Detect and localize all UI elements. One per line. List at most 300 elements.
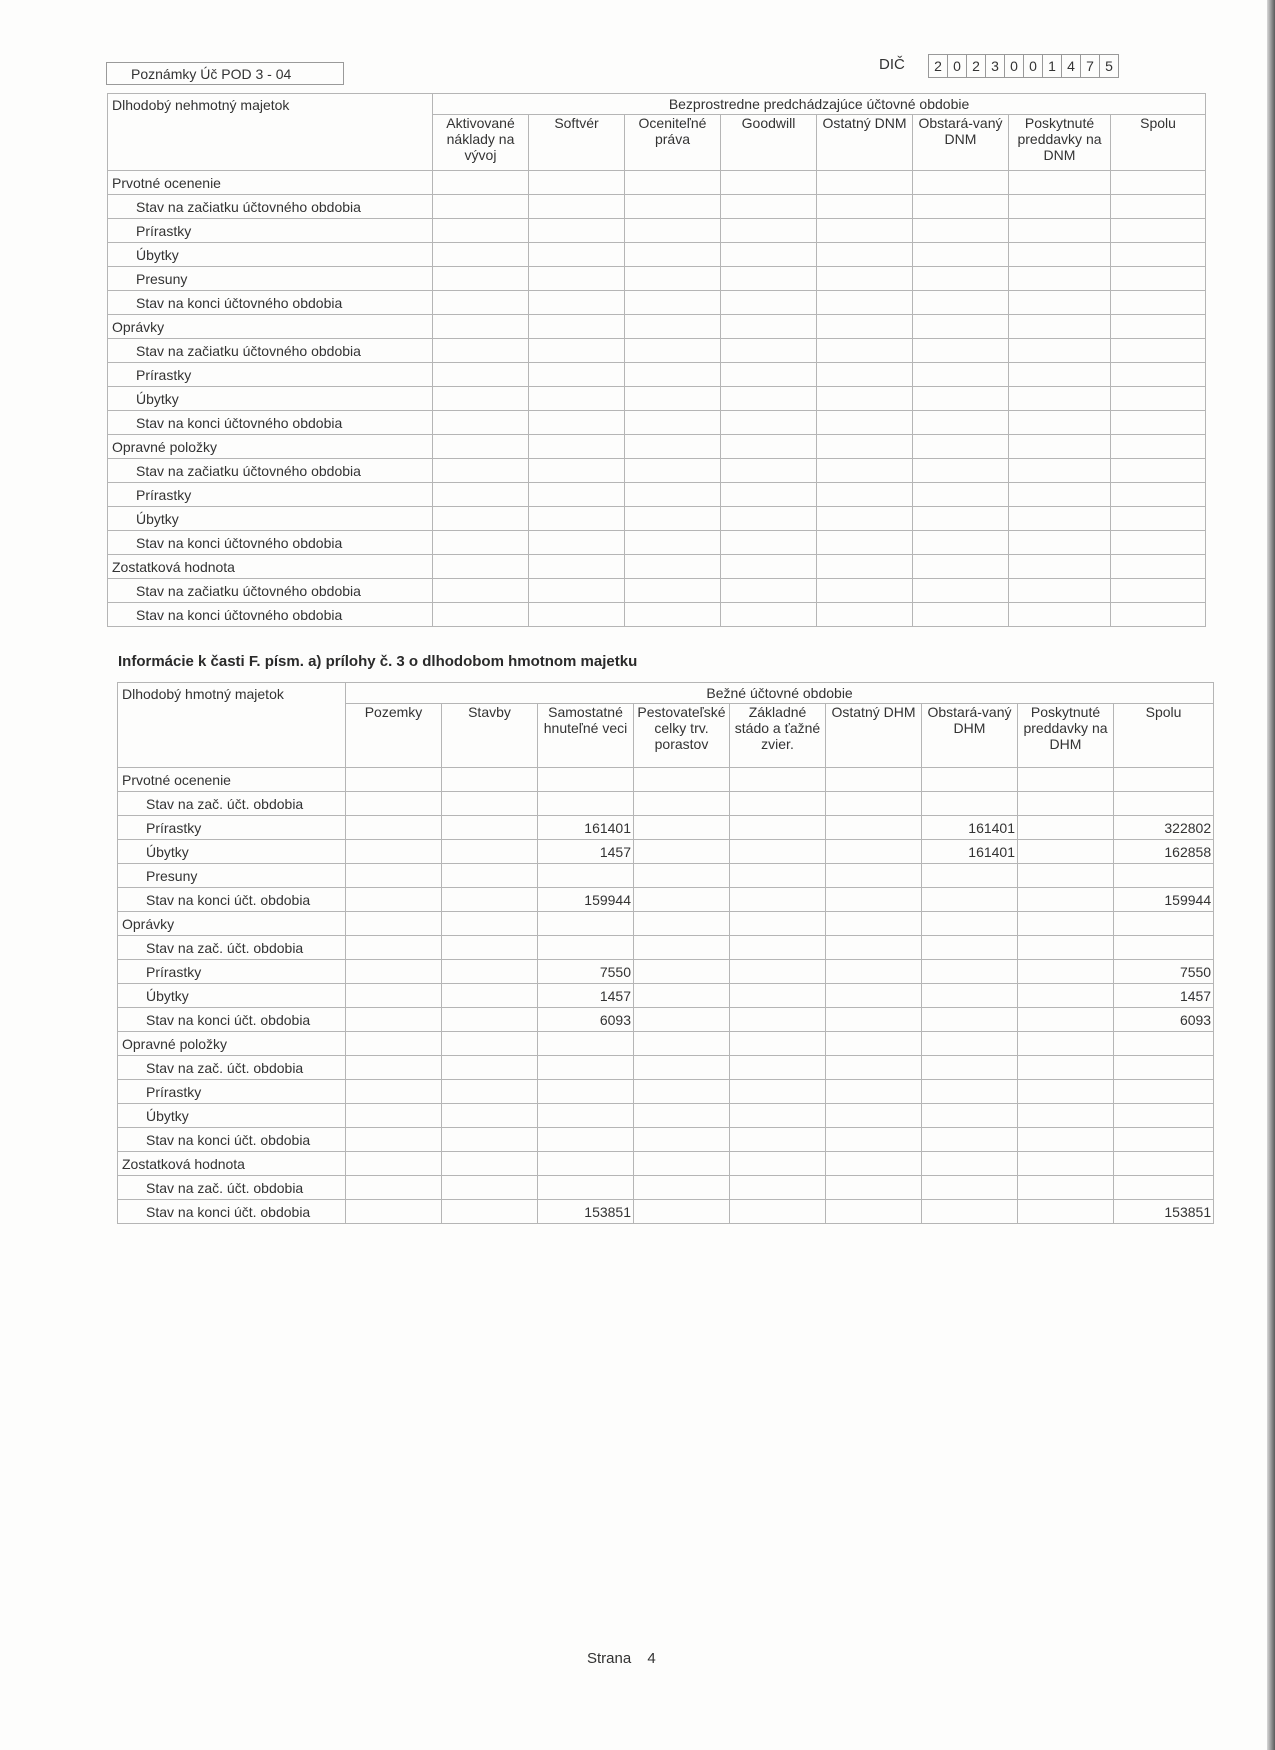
row-group-label: Opravné položky [118, 1032, 346, 1056]
table-row [108, 555, 1206, 579]
table-cell [1018, 792, 1114, 816]
table-cell: 153851 [538, 1200, 634, 1224]
table-cell [826, 1008, 922, 1032]
table-cell [529, 315, 625, 339]
row-group-label: Zostatková hodnota [108, 555, 433, 579]
table-cell [817, 507, 913, 531]
table-cell [529, 531, 625, 555]
table-cell [721, 507, 817, 531]
tangible-section-title: Informácie k časti F. písm. a) prílohy č. 3 o dlhodobom hmotnom majetku [118, 653, 638, 670]
table-cell: 161401 [538, 816, 634, 840]
table-cell [913, 315, 1009, 339]
table-cell: 322802 [1114, 816, 1214, 840]
table-cell [922, 960, 1018, 984]
table-cell [625, 579, 721, 603]
row-label: Stav na konci účtovného obdobia [108, 291, 433, 315]
tangible-col-header: Obstará-vaný DHM [922, 704, 1018, 768]
table-cell [721, 291, 817, 315]
table-cell [913, 603, 1009, 627]
table-cell [1114, 768, 1214, 792]
row-label: Prírastky [108, 219, 433, 243]
intangible-col-header: Ostatný DNM [817, 115, 913, 171]
table-cell [922, 792, 1018, 816]
intangible-col-header: Poskytnuté preddavky na DNM [1009, 115, 1111, 171]
table-row [108, 243, 1206, 267]
table-row [108, 291, 1206, 315]
table-cell [1114, 792, 1214, 816]
table-cell [634, 1008, 730, 1032]
table-cell [442, 816, 538, 840]
table-cell [625, 243, 721, 267]
table-cell [817, 459, 913, 483]
table-cell [442, 1200, 538, 1224]
table-row [118, 1056, 1214, 1080]
table-cell [433, 243, 529, 267]
row-label: Úbytky [108, 507, 433, 531]
table-row [118, 912, 1214, 936]
row-label: Stav na konci účt. obdobia [118, 1128, 346, 1152]
table-cell [913, 435, 1009, 459]
table-cell [433, 435, 529, 459]
table-cell: 6093 [538, 1008, 634, 1032]
table-cell [1009, 387, 1111, 411]
row-label: Stav na konci účtovného obdobia [108, 603, 433, 627]
table-cell [913, 243, 1009, 267]
table-cell [625, 507, 721, 531]
table-cell [1018, 1080, 1114, 1104]
table-cell [721, 435, 817, 459]
table-cell [346, 1056, 442, 1080]
intangible-col-header: Obstará-vaný DNM [913, 115, 1009, 171]
table-cell [1114, 864, 1214, 888]
table-cell [826, 792, 922, 816]
table-cell [1018, 768, 1114, 792]
table-cell [1009, 483, 1111, 507]
table-cell [625, 459, 721, 483]
table-cell [817, 363, 913, 387]
table-cell [721, 387, 817, 411]
table-cell: 162858 [1114, 840, 1214, 864]
table-cell [817, 411, 913, 435]
table-cell [538, 792, 634, 816]
table-cell [1009, 315, 1111, 339]
table-cell [1111, 243, 1206, 267]
table-cell [1111, 219, 1206, 243]
table-cell [442, 984, 538, 1008]
table-cell [634, 768, 730, 792]
table-cell [625, 195, 721, 219]
table-cell [538, 1080, 634, 1104]
table-cell [922, 768, 1018, 792]
table-cell [1114, 1128, 1214, 1152]
table-row [118, 1152, 1214, 1176]
table-cell [442, 960, 538, 984]
table-cell [922, 1032, 1018, 1056]
table-cell [442, 936, 538, 960]
table-cell [826, 960, 922, 984]
table-cell [922, 936, 1018, 960]
table-cell [817, 531, 913, 555]
table-cell [817, 555, 913, 579]
table-cell [1018, 1008, 1114, 1032]
table-cell [625, 411, 721, 435]
table-cell [346, 1152, 442, 1176]
table-cell [826, 768, 922, 792]
table-cell [346, 960, 442, 984]
table-cell [433, 363, 529, 387]
table-cell [1111, 387, 1206, 411]
table-cell: 6093 [1114, 1008, 1214, 1032]
table-cell [634, 816, 730, 840]
table-cell [913, 339, 1009, 363]
table-cell [826, 816, 922, 840]
table-cell [529, 555, 625, 579]
table-cell [1111, 411, 1206, 435]
table-row [108, 435, 1206, 459]
tangible-col-header: Pozemky [346, 704, 442, 768]
intangible-col-header: Softvér [529, 115, 625, 171]
table-cell [529, 603, 625, 627]
table-cell [913, 459, 1009, 483]
table-cell [1009, 363, 1111, 387]
table-cell [433, 411, 529, 435]
row-label: Stav na zač. účt. obdobia [118, 792, 346, 816]
table-cell [1111, 603, 1206, 627]
table-row [118, 792, 1214, 816]
table-row [118, 888, 1214, 912]
table-cell [529, 435, 625, 459]
table-cell [538, 1152, 634, 1176]
table-cell [1018, 1200, 1114, 1224]
table-cell [913, 411, 1009, 435]
table-cell [1009, 171, 1111, 195]
row-label: Presuny [118, 864, 346, 888]
table-cell [826, 888, 922, 912]
table-cell [346, 1176, 442, 1200]
table-cell [1009, 507, 1111, 531]
table-cell [721, 603, 817, 627]
table-cell: 161401 [922, 816, 1018, 840]
table-cell [913, 483, 1009, 507]
table-cell [730, 1056, 826, 1080]
row-label: Úbytky [108, 387, 433, 411]
table-cell [817, 579, 913, 603]
table-cell [433, 507, 529, 531]
table-cell [913, 363, 1009, 387]
table-cell [817, 339, 913, 363]
table-cell [634, 840, 730, 864]
table-cell [442, 1104, 538, 1128]
table-cell [817, 195, 913, 219]
row-label: Stav na začiatku účtovného obdobia [108, 339, 433, 363]
table-cell [826, 1104, 922, 1128]
table-cell [433, 579, 529, 603]
table-cell: 159944 [538, 888, 634, 912]
tangible-assets-table [117, 682, 1214, 1224]
table-cell [730, 864, 826, 888]
table-cell [625, 387, 721, 411]
table-cell [913, 171, 1009, 195]
table-cell [730, 984, 826, 1008]
dic-number [928, 54, 1119, 78]
table-cell [826, 912, 922, 936]
table-cell [922, 1008, 1018, 1032]
row-label: Úbytky [118, 984, 346, 1008]
table-cell [730, 1104, 826, 1128]
table-cell [1111, 195, 1206, 219]
table-cell [913, 387, 1009, 411]
row-label: Stav na zač. účt. obdobia [118, 1056, 346, 1080]
table-cell [1018, 936, 1114, 960]
table-cell [1114, 1056, 1214, 1080]
row-group-label: Opravné položky [108, 435, 433, 459]
table-cell [721, 195, 817, 219]
table-cell [1009, 195, 1111, 219]
table-cell [730, 768, 826, 792]
table-cell [730, 1032, 826, 1056]
table-cell [1111, 291, 1206, 315]
table-cell [730, 1008, 826, 1032]
table-cell [1111, 315, 1206, 339]
table-cell [442, 1152, 538, 1176]
table-cell [442, 1056, 538, 1080]
table-cell [529, 387, 625, 411]
table-cell [529, 411, 625, 435]
table-cell [1009, 555, 1111, 579]
table-cell [538, 1128, 634, 1152]
table-cell [634, 1128, 730, 1152]
table-cell [529, 363, 625, 387]
tangible-col-header: Samostatné hnuteľné veci [538, 704, 634, 768]
table-cell: 1457 [538, 840, 634, 864]
intangible-col-header: Goodwill [721, 115, 817, 171]
table-row [108, 363, 1206, 387]
table-cell [1018, 1032, 1114, 1056]
table-cell [1018, 1128, 1114, 1152]
table-cell [346, 936, 442, 960]
table-cell [1018, 960, 1114, 984]
table-cell [1114, 936, 1214, 960]
table-cell [1009, 579, 1111, 603]
table-cell [922, 1080, 1018, 1104]
table-cell [529, 339, 625, 363]
table-row [108, 507, 1206, 531]
table-cell [529, 507, 625, 531]
table-row [108, 219, 1206, 243]
table-cell [817, 603, 913, 627]
table-cell [634, 1104, 730, 1128]
dic-digit-box: 3 [985, 54, 1004, 78]
tangible-col-header: Stavby [442, 704, 538, 768]
table-cell [346, 1032, 442, 1056]
table-cell [922, 1152, 1018, 1176]
table-cell [730, 912, 826, 936]
table-cell [1009, 603, 1111, 627]
table-cell [721, 267, 817, 291]
table-cell [1009, 411, 1111, 435]
row-label: Stav na začiatku účtovného obdobia [108, 459, 433, 483]
row-label: Stav na konci účtovného obdobia [108, 531, 433, 555]
row-label: Prírastky [108, 483, 433, 507]
table-cell [1018, 984, 1114, 1008]
table-cell [1111, 531, 1206, 555]
table-cell [529, 459, 625, 483]
table-cell [538, 768, 634, 792]
table-cell [346, 768, 442, 792]
table-cell [625, 219, 721, 243]
table-cell [1009, 243, 1111, 267]
table-cell [1111, 555, 1206, 579]
table-cell [634, 1080, 730, 1104]
table-cell: 7550 [538, 960, 634, 984]
table-cell [634, 1032, 730, 1056]
tangible-col-header: Pestovateľské celky trv. porastov [634, 704, 730, 768]
table-cell [817, 315, 913, 339]
table-cell [817, 243, 913, 267]
table-cell [625, 363, 721, 387]
table-cell [721, 363, 817, 387]
row-label: Stav na začiatku účtovného obdobia [108, 579, 433, 603]
table-cell [1009, 267, 1111, 291]
table-cell [1018, 888, 1114, 912]
table-cell [913, 219, 1009, 243]
table-row [108, 579, 1206, 603]
dic-digit-box: 7 [1080, 54, 1099, 78]
table-cell [1111, 171, 1206, 195]
intangible-corner-header: Dlhodobý nehmotný majetok [108, 94, 433, 171]
table-cell [1111, 267, 1206, 291]
table-cell [625, 603, 721, 627]
row-label: Prírastky [118, 960, 346, 984]
dic-digit-box: 4 [1061, 54, 1080, 78]
table-cell [730, 1176, 826, 1200]
table-cell [922, 984, 1018, 1008]
table-cell [529, 195, 625, 219]
tangible-period-header: Bežné účtovné obdobie [346, 683, 1214, 704]
table-cell [433, 315, 529, 339]
row-label: Úbytky [118, 1104, 346, 1128]
intangible-period-header: Bezprostredne predchádzajúce účtovné obdobie [433, 94, 1206, 115]
form-identifier: Poznámky Úč POD 3 - 04 [106, 62, 344, 85]
table-cell [1018, 816, 1114, 840]
table-cell [1018, 840, 1114, 864]
table-cell [1114, 1176, 1214, 1200]
table-cell [529, 579, 625, 603]
table-cell [922, 1176, 1018, 1200]
table-row [118, 1104, 1214, 1128]
table-cell [634, 1056, 730, 1080]
table-cell [922, 888, 1018, 912]
table-row [118, 840, 1214, 864]
table-cell [721, 315, 817, 339]
table-cell [1009, 339, 1111, 363]
table-cell [538, 864, 634, 888]
scan-shadow-edge [1267, 0, 1275, 1750]
intangible-assets-table [107, 93, 1206, 627]
intangible-col-header: Oceniteľné práva [625, 115, 721, 171]
tangible-col-header: Základné stádo a ťažné zvier. [730, 704, 826, 768]
table-cell [1114, 1152, 1214, 1176]
row-label: Stav na konci účt. obdobia [118, 1008, 346, 1032]
table-row [118, 960, 1214, 984]
table-cell [730, 1080, 826, 1104]
table-cell [826, 1128, 922, 1152]
row-group-label: Prvotné ocenenie [118, 768, 346, 792]
table-cell [826, 1032, 922, 1056]
table-cell: 1457 [538, 984, 634, 1008]
table-cell [1111, 339, 1206, 363]
table-cell [1111, 435, 1206, 459]
table-cell [433, 219, 529, 243]
table-cell [721, 243, 817, 267]
table-cell [1018, 1104, 1114, 1128]
table-cell [529, 219, 625, 243]
table-cell [346, 1080, 442, 1104]
table-cell [826, 936, 922, 960]
table-cell [913, 267, 1009, 291]
table-cell [1018, 1176, 1114, 1200]
table-cell [433, 387, 529, 411]
row-label: Úbytky [118, 840, 346, 864]
table-cell [433, 531, 529, 555]
table-cell [625, 435, 721, 459]
table-cell [433, 171, 529, 195]
table-cell [634, 864, 730, 888]
row-group-label: Prvotné ocenenie [108, 171, 433, 195]
table-cell [826, 1176, 922, 1200]
table-cell [625, 291, 721, 315]
table-row [108, 603, 1206, 627]
table-cell [730, 792, 826, 816]
page-number: Strana 4 [587, 1650, 656, 1667]
row-label: Stav na začiatku účtovného obdobia [108, 195, 433, 219]
table-cell [346, 864, 442, 888]
table-cell [826, 864, 922, 888]
tangible-col-header: Spolu [1114, 704, 1214, 768]
table-cell [730, 960, 826, 984]
table-cell [826, 1056, 922, 1080]
table-row [108, 483, 1206, 507]
table-cell [730, 1200, 826, 1224]
table-cell [1114, 1104, 1214, 1128]
table-row [118, 1080, 1214, 1104]
table-row [118, 768, 1214, 792]
table-cell [346, 888, 442, 912]
table-row [108, 459, 1206, 483]
table-cell [634, 912, 730, 936]
tangible-col-header: Ostatný DHM [826, 704, 922, 768]
table-cell [442, 888, 538, 912]
row-label: Prírastky [108, 363, 433, 387]
table-cell [1111, 363, 1206, 387]
table-row [118, 864, 1214, 888]
table-cell: 159944 [1114, 888, 1214, 912]
table-cell: 153851 [1114, 1200, 1214, 1224]
table-cell [442, 840, 538, 864]
dic-digit-box: 5 [1099, 54, 1119, 78]
table-cell [730, 936, 826, 960]
row-label: Úbytky [108, 243, 433, 267]
dic-digit-box: 1 [1042, 54, 1061, 78]
table-cell [826, 1200, 922, 1224]
table-cell [817, 291, 913, 315]
table-cell [346, 1200, 442, 1224]
table-cell [1009, 435, 1111, 459]
intangible-col-header: Aktivované náklady na vývoj [433, 115, 529, 171]
table-cell [625, 339, 721, 363]
table-cell [913, 579, 1009, 603]
table-cell [730, 840, 826, 864]
